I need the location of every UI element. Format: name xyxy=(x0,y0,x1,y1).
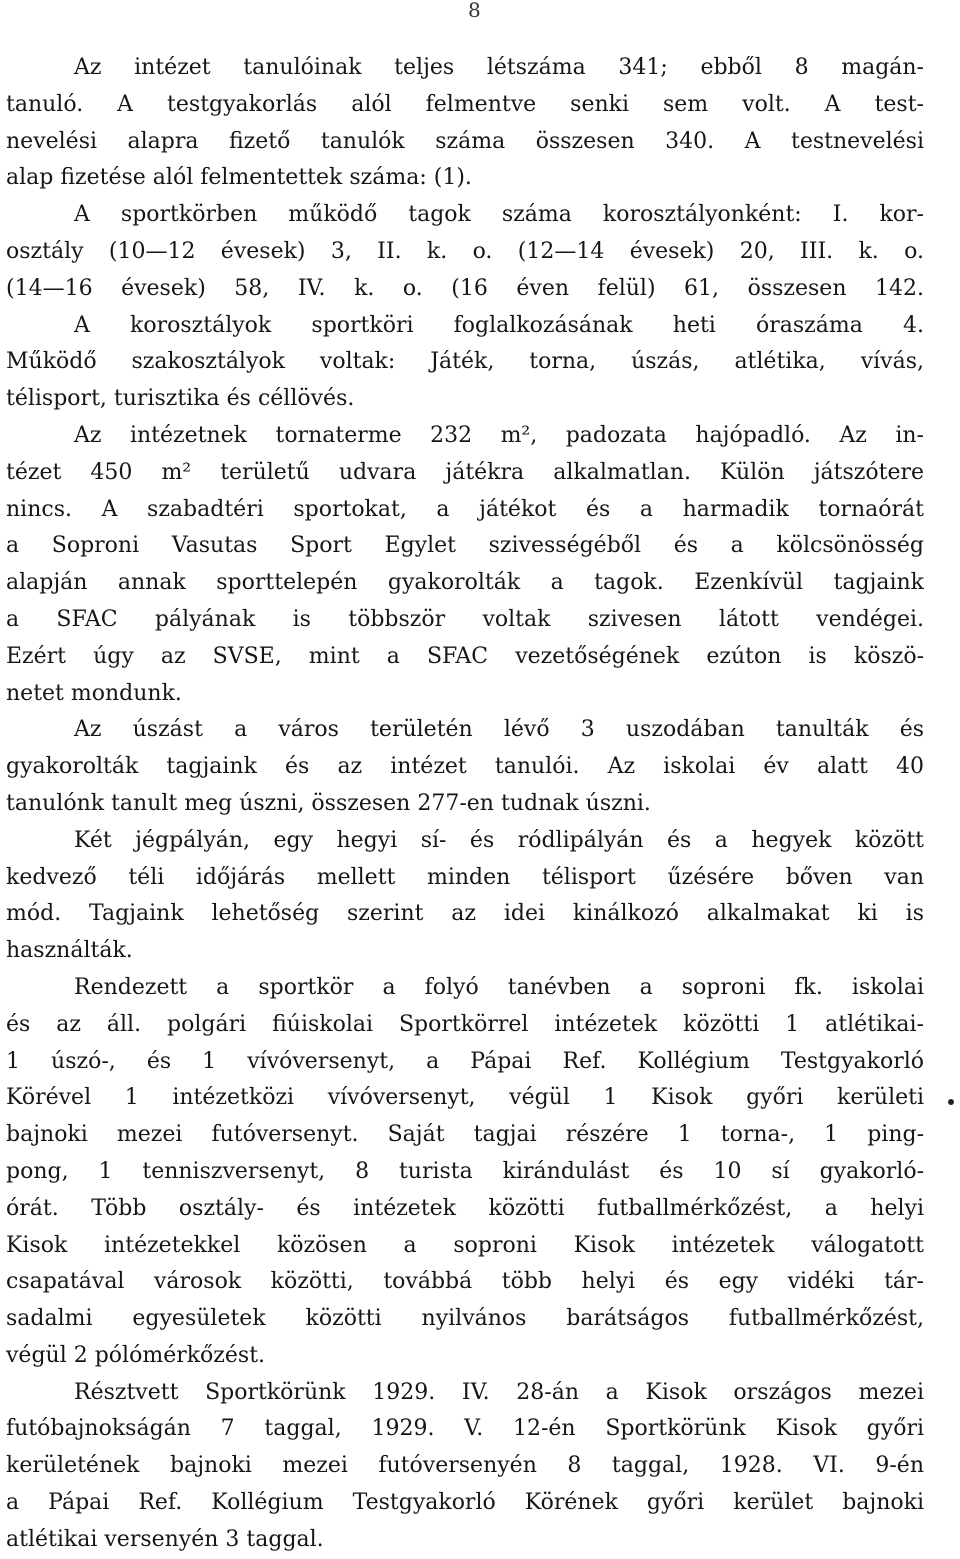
text-line: a Soproni Vasutas Sport Egylet szivességéből és a kölcsönösség xyxy=(6,533,924,559)
text-line: Az intézetnek tornaterme 232 m², padozata hajópadló. Az in- xyxy=(74,422,924,448)
text-line: kerületének bajnoki mezei futóversenyén 8 taggal, 1928. VI. 9-én xyxy=(6,1453,924,1479)
text-line: végül 2 pólómérkőzést. xyxy=(6,1342,266,1368)
text-line: pong, 1 tenniszversenyt, 8 turista kirándulást és 10 sí gyakorló- xyxy=(6,1158,924,1184)
text-line: Két jégpályán, egy hegyi sí- és ródlipályán és a hegyek között xyxy=(74,827,924,853)
text-line: Résztvett Sportkörünk 1929. IV. 28-án a Kisok országos mezei xyxy=(74,1379,924,1405)
text-line: Rendezett a sportkör a folyó tanévben a soproni fk. iskolai xyxy=(74,974,924,1000)
text-line: gyakorolták tagjaink és az intézet tanulói. Az iskolai év alatt 40 xyxy=(6,754,924,780)
text-line: Körével 1 intézetközi vívóversenyt, végül 1 Kisok győri kerületi xyxy=(6,1085,924,1111)
text-line: a Pápai Ref. Kollégium Testgyakorló Körének győri kerület bajnoki xyxy=(6,1490,924,1516)
text-line: és az áll. polgári fiúiskolai Sportkörrel intézetek közötti 1 atlétikai- xyxy=(6,1011,924,1037)
margin-dot-mark xyxy=(948,1099,954,1105)
text-line: sadalmi egyesületek közötti nyilvános barátságos futballmérkőzést, xyxy=(6,1306,924,1332)
text-line: A korosztályok sportköri foglalkozásának heti óraszáma 4. xyxy=(74,312,924,338)
text-line: alapján annak sporttelepén gyakorolták a tagok. Ezenkívül tagjaink xyxy=(6,570,924,596)
text-line: 1 úszó-, és 1 vívóversenyt, a Pápai Ref. Kollégium Testgyakorló xyxy=(6,1048,924,1074)
text-line: a SFAC pályának is többször voltak szivesen látott vendégei. xyxy=(6,606,924,632)
text-line: tézet 450 m² területű udvara játékra alkalmatlan. Külön játszótere xyxy=(6,459,924,485)
text-line: Az úszást a város területén lévő 3 uszodában tanulták és xyxy=(74,717,924,743)
text-line: kedvező téli időjárás mellett minden télisport űzésére bőven van xyxy=(6,864,924,890)
text-line: nevelési alapra fizető tanulók száma összesen 340. A testnevelési xyxy=(6,128,924,154)
text-line: télisport, turisztika és céllövés. xyxy=(6,386,355,412)
text-line: (14—16 évesek) 58, IV. k. o. (16 éven felül) 61, összesen 142. xyxy=(6,275,924,301)
text-line: A sportkörben működő tagok száma korosztályonként: I. kor- xyxy=(74,202,924,228)
text-line: alap fizetése alól felmentettek száma: (1). xyxy=(6,165,472,191)
text-line: csapatával városok közötti, továbbá több helyi és egy vidéki tár- xyxy=(6,1269,924,1295)
text-line: tanulónk tanult meg úszni, összesen 277-en tudnak úszni. xyxy=(6,790,651,816)
body-text xyxy=(6,50,924,1559)
text-line: Ezért úgy az SVSE, mint a SFAC vezetőségének ezúton is köszö- xyxy=(6,643,924,669)
text-line: futóbajnokságán 7 taggal, 1929. V. 12-én Sportkörünk Kisok győri xyxy=(6,1416,924,1442)
text-line: osztály (10—12 évesek) 3, II. k. o. (12—14 évesek) 20, III. k. o. xyxy=(6,238,924,264)
text-line: Működő szakosztályok voltak: Játék, torna, úszás, atlétika, vívás, xyxy=(6,349,924,375)
text-line: mód. Tagjaink lehetőség szerint az idei kinálkozó alkalmakat ki is xyxy=(6,901,924,927)
text-line: atlétikai versenyén 3 taggal. xyxy=(6,1526,324,1552)
text-line: nincs. A szabadtéri sportokat, a játékot és a harmadik tornaórát xyxy=(6,496,924,522)
text-line: bajnoki mezei futóversenyt. Saját tagjai részére 1 torna-, 1 ping- xyxy=(6,1122,924,1148)
text-line: Az intézet tanulóinak teljes létszáma 341; ebből 8 magán- xyxy=(74,55,924,80)
text-line: tanuló. A testgyakorlás alól felmentve senki sem volt. A test- xyxy=(6,91,924,117)
text-line: netet mondunk. xyxy=(6,680,182,706)
text-line: órát. Több osztály- és intézetek közötti futballmérkőzést, a helyi xyxy=(6,1195,924,1221)
text-line: használták. xyxy=(6,938,133,964)
text-line: Kisok intézetekkel közösen a soproni Kisok intézetek válogatott xyxy=(6,1232,924,1258)
page-number: 8 xyxy=(468,0,481,22)
